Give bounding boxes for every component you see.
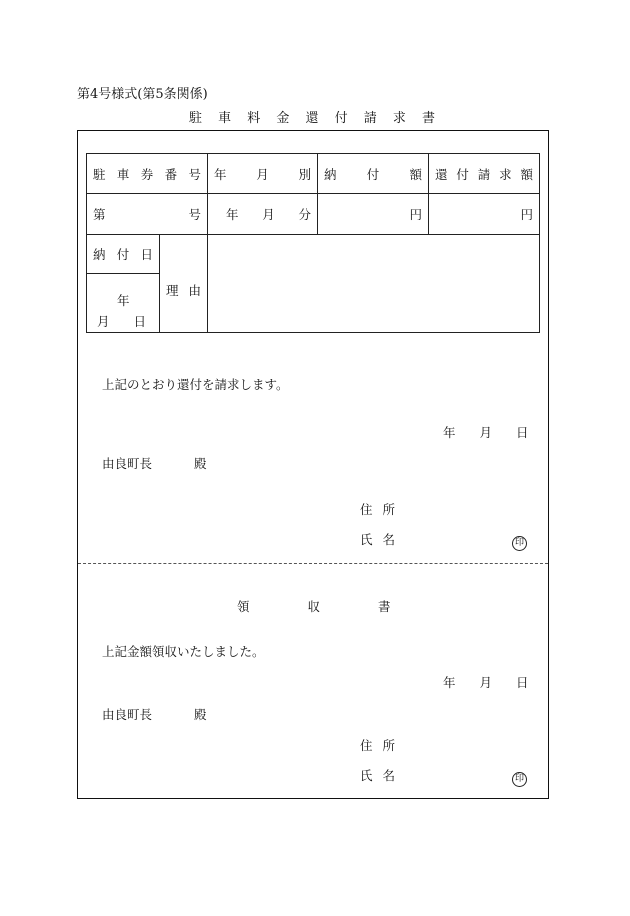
- month-field[interactable]: 年 月 分: [208, 194, 318, 235]
- receipt-statement: 上記金額領収いたしました。: [102, 644, 265, 659]
- table-header-row: [87, 154, 540, 194]
- receipt-addressee: 由良町長: [102, 707, 153, 722]
- request-address-label: 住 所: [360, 502, 396, 517]
- receipt-seal-icon: 印: [512, 766, 527, 787]
- receipt-name-label: 氏 名: [360, 768, 396, 783]
- request-addressee: 由良町長: [102, 456, 153, 471]
- request-statement: 上記のとおり還付を請求します。: [102, 377, 289, 392]
- table-reason-row: [87, 235, 540, 333]
- request-seal-icon: 印: [512, 530, 527, 551]
- receipt-address-label: 住 所: [360, 738, 396, 753]
- paid-amount-field[interactable]: 円: [318, 194, 429, 235]
- payment-date-cell[interactable]: 納 付 日 年 月 日: [87, 235, 160, 333]
- refund-amount-field[interactable]: 円: [429, 194, 540, 235]
- receipt-honorific: 殿: [194, 707, 207, 722]
- table-value-row: [87, 194, 540, 235]
- header-paid-amount: 納 付 額: [318, 154, 429, 194]
- reason-label-cell: 理 由: [160, 235, 208, 333]
- receipt-title: 領 収 書: [237, 599, 391, 614]
- ticket-number-field[interactable]: 第 号: [87, 194, 208, 235]
- receipt-date[interactable]: 年 月 日: [443, 675, 529, 690]
- request-date[interactable]: 年 月 日: [443, 425, 529, 440]
- request-honorific: 殿: [194, 456, 207, 471]
- header-ticket-number: 駐 車 券 番 号: [87, 154, 208, 194]
- document-title: 駐 車 料 金 還 付 請 求 書: [188, 111, 442, 126]
- request-name-label: 氏 名: [360, 532, 396, 547]
- reason-field[interactable]: [208, 235, 540, 333]
- cut-line-divider: [78, 563, 548, 564]
- header-refund-amount: 還 付 請 求 額: [429, 154, 540, 194]
- header-by-month: 年 月 別: [208, 154, 318, 194]
- refund-table: [86, 153, 540, 333]
- form-reference: 第4号様式(第5条関係): [77, 87, 208, 102]
